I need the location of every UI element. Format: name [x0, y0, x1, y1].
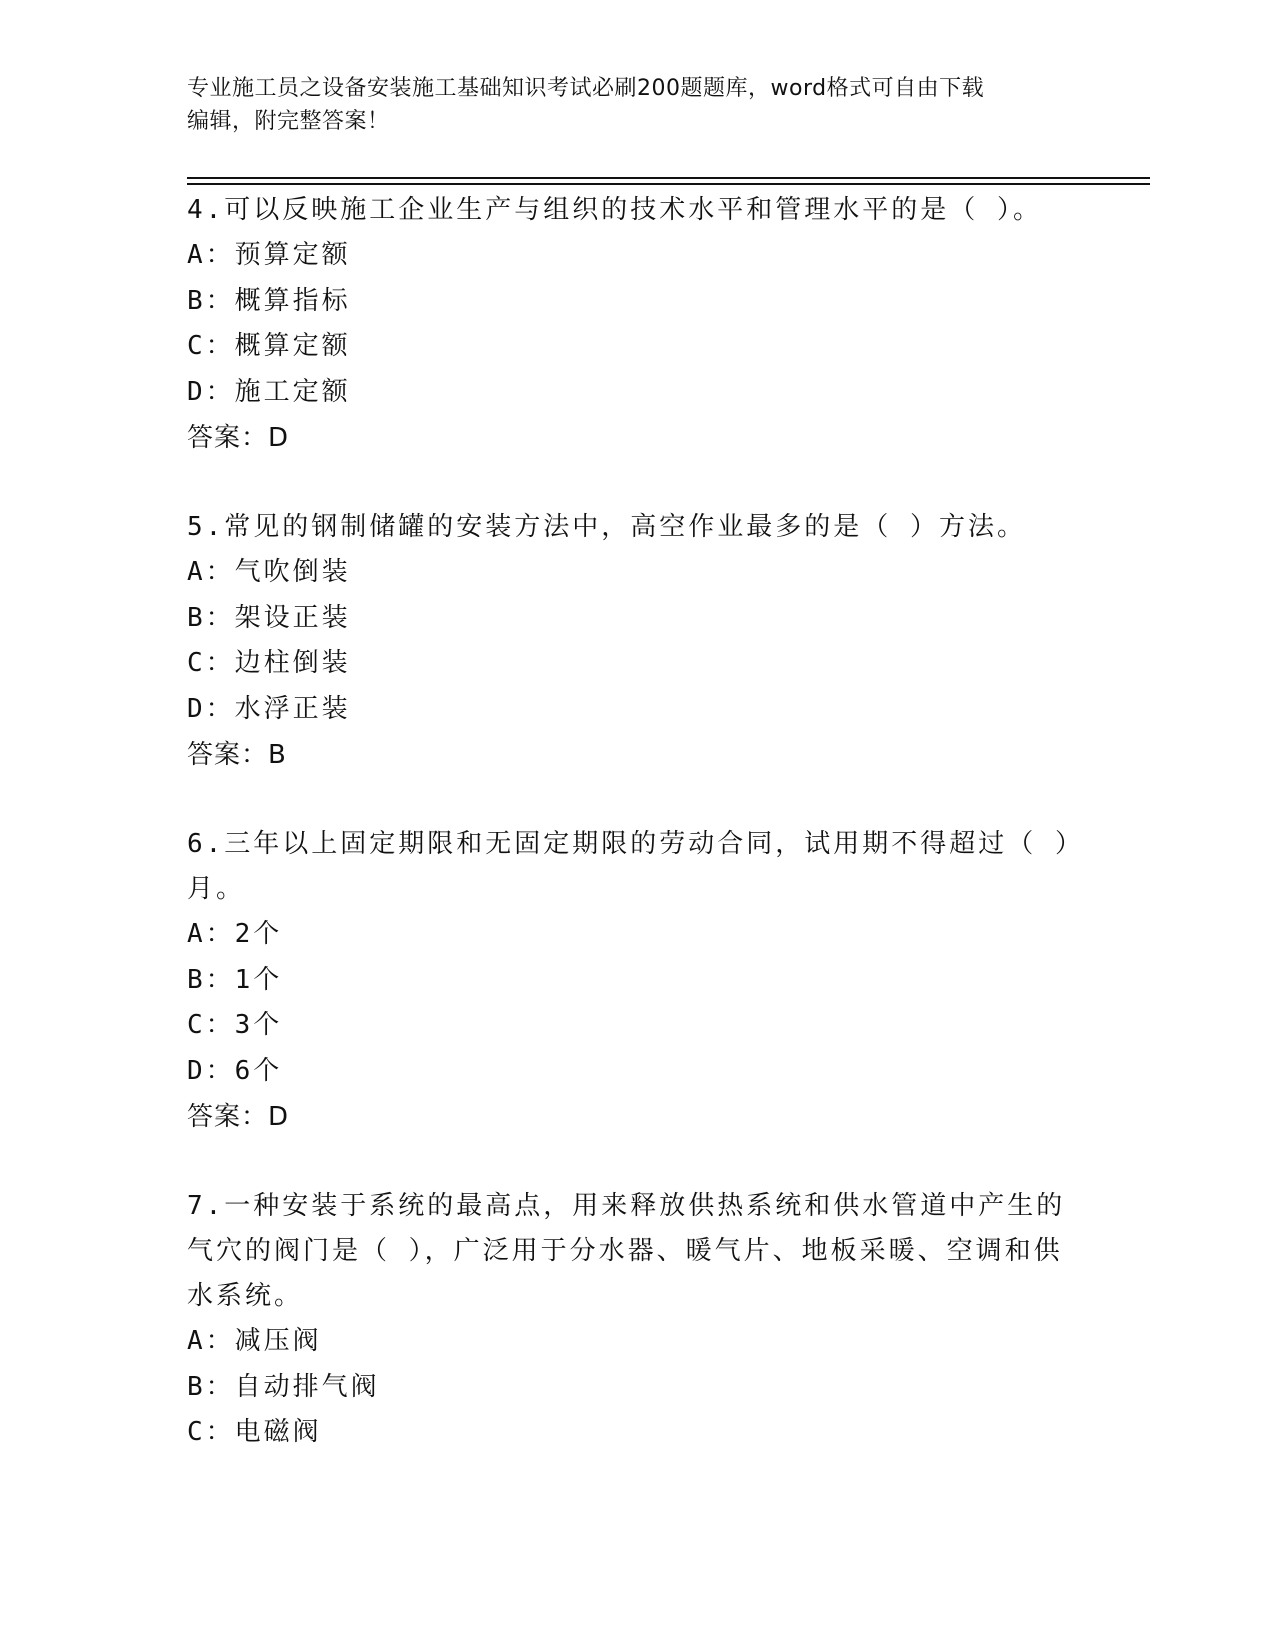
- question-text: 4.可以反映施工企业生产与组织的技术水平和管理水平的是（ ）。: [187, 195, 1042, 225]
- answer: 答案：D: [187, 1102, 290, 1132]
- option-d: D：6个: [187, 1055, 283, 1086]
- header-line-1: 专业施工员之设备安装施工基础知识考试必刷200题题库，word格式可自由下载: [187, 76, 985, 101]
- option-b: B：架设正装: [187, 602, 351, 633]
- question-4: [187, 188, 1087, 461]
- option-d: D：水浮正装: [187, 693, 351, 724]
- header-line-2: 编辑，附完整答案！: [187, 109, 390, 134]
- document-header: [187, 72, 1067, 138]
- option-c: C：边柱倒装: [187, 648, 351, 678]
- option-b: B：概算指标: [187, 285, 351, 316]
- option-a: A：减压阀: [187, 1326, 322, 1356]
- option-a: A：预算定额: [187, 240, 351, 270]
- question-text: 6.三年以上固定期限和无固定期限的劳动合同，试用期不得超过（ ）月。: [187, 829, 1084, 904]
- option-a: A：2个: [187, 919, 283, 949]
- header-divider-bottom: [187, 183, 1150, 185]
- option-a: A：气吹倒装: [187, 557, 351, 587]
- question-7: [187, 1184, 1087, 1456]
- option-c: C：概算定额: [187, 331, 351, 361]
- option-d: D：施工定额: [187, 376, 351, 407]
- option-c: C：电磁阀: [187, 1417, 322, 1447]
- question-5: [187, 505, 1087, 778]
- header-divider-top: [187, 177, 1150, 179]
- question-text: 5.常见的钢制储罐的安装方法中，高空作业最多的是（ ）方法。: [187, 512, 1026, 542]
- question-6: [187, 822, 1087, 1140]
- question-text: 7.一种安装于系统的最高点，用来释放供热系统和供水管道中产生的气穴的阀门是（ ），广泛用于分水器、暖气片、地板采暖、空调和供水系统。: [187, 1191, 1066, 1311]
- option-b: B：自动排气阀: [187, 1371, 380, 1402]
- answer: 答案：B: [187, 740, 287, 770]
- option-c: C：3个: [187, 1010, 283, 1040]
- question-list: [187, 188, 1087, 1500]
- answer: 答案：D: [187, 423, 290, 453]
- option-b: B：1个: [187, 964, 283, 995]
